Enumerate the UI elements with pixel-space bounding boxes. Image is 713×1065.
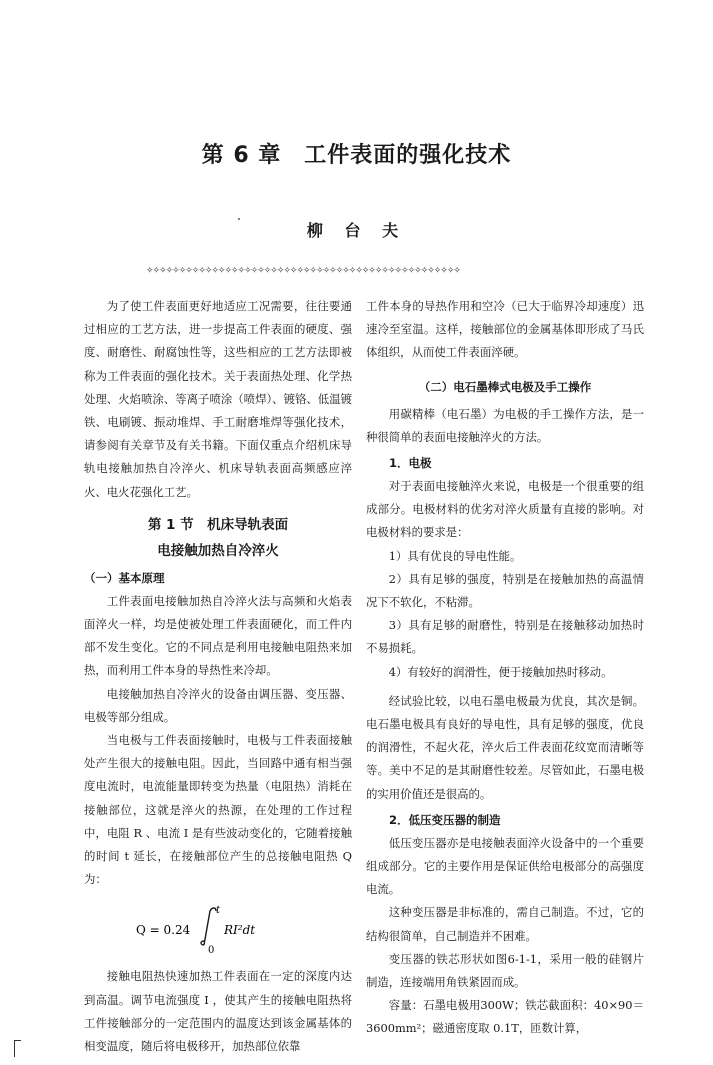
chapter-title: 第 6 章 工件表面的强化技术 <box>201 143 512 168</box>
paragraph: 当电极与工件表面接触时，电极与工件表面接触处产生很大的接触电阻。因此，当回路中通有相当强度电流时，电流能量即转变为热量（电阻热）消耗在接触部位，这就是淬火的热源，在处理的工作过程中，电阻 R 、电流 I 是有些波动变化的，它随着接触的时间 t 延长，在接触部位产生的总接触电阻热 Q 为： <box>84 733 352 887</box>
heading-electrode: 1．电极 <box>389 456 432 471</box>
section-1-title <box>84 512 352 564</box>
paragraph: 接触电阻热快速加热工件表面在一定的深度内达到高温。调节电流强度 I ，使其产生的接触电阻热将工件接触部分的一定范围内的温度达到该金属基体的相变温度，随后将电极移开，加热部位依靠 <box>84 969 352 1054</box>
paragraph: 电接触加热自冷淬火的设备由调压器、变压器、电极等部分组成。 <box>84 686 352 724</box>
paragraph: 用碳精棒（电石墨）为电极的手工操作方法，是一种很简单的表面电接触淬火的方法。 <box>366 406 644 444</box>
paragraph: 经试验比较，以电石墨电极最为优良，其次是铜。电石墨电极具有良好的导电性，具有足够的强度，优良的润滑性，不起火花，淬火后工件表面花纹宽而清晰等等。美中不足的是其耐磨性较差。尽管如此，石墨电极的实用价值还是很高的。 <box>366 693 644 801</box>
paragraph: 容量：石墨电极用300W；铁芯截面积：40×90＝3600mm²；磁通密度取 0.1T，匝数计算， <box>366 998 644 1036</box>
section-1-title-line-1: 第 1 节 机床导轨表面 <box>147 516 289 533</box>
formula-upper-limit: t <box>216 905 221 917</box>
author-name: 柳 台 夫 <box>306 221 407 240</box>
list-item: 1）具有优良的导电性能。 <box>388 548 522 563</box>
formula-graphic <box>118 901 318 955</box>
paragraph: 变压器的铁芯形状如图6-1-1，采用一般的硅钢片制造，连接端用角铁紧固而成。 <box>366 951 644 990</box>
intro-paragraph: 为了使工件表面更好地适应工况需要，往往要通过相应的工艺方法，进一步提高工件表面的硬度、强度、耐磨性、耐腐蚀性等，这些相应的工艺方法即被称为工件表面的强化技术。关于表面热处理、化学热处理、火焰喷涂、等离子喷涂（喷焊）、镀铬、低温镀铁、电刷镀、振动堆焊、手工耐磨堆焊等强化技术，请参阅有关章节及有关书籍。下面仅重点介绍机床导轨电接触加热自冷淬火、机床导轨表面高频感应淬火、电火花强化工艺。 <box>84 299 352 499</box>
heat-formula <box>84 901 352 955</box>
subsection-basic-principle: （一）基本原理 <box>84 570 165 585</box>
list-item: 2）具有足够的强度，特别是在接触加热的高温情况下不软化，不粘滞。 <box>366 571 644 610</box>
formula-integrand: RI²dt <box>224 923 256 938</box>
paragraph: 低压变压器亦是电接触表面淬火设备中的一个重要组成部分。它的主要作用是保证供给电极部分的高强度电流。 <box>366 835 644 897</box>
heading-transformer: 2．低压变压器的制造 <box>389 812 501 827</box>
crop-mark <box>14 1040 21 1057</box>
paragraph: 工件表面电接触加热自冷淬火法与高频和火焰表面淬火一样，均是使被处理工件表面硬化，而工件内部不发生变化。它的不同点是利用电接触电阻热来加热，而利用工件本身的导热性来冷却。 <box>84 593 352 678</box>
left-column <box>84 295 352 1058</box>
scan-speck <box>238 218 240 220</box>
list-item: 4）有较好的润滑性，便于接触加热时移动。 <box>388 664 613 679</box>
list-item: 3）具有足够的耐磨性，特别是在接触移动加热时不易损耗。 <box>366 618 644 656</box>
paragraph: 这种变压器是非标准的，需自己制造。不过，它的结构很简单，自己制造并不困难。 <box>366 905 644 943</box>
formula-lower-limit: 0 <box>208 945 215 956</box>
paragraph: 对于表面电接触淬火来说，电极是一个很重要的组成部分。电极材料的优劣对淬火质量有直接的影响。对电极材料的要求是： <box>366 479 644 540</box>
right-column <box>366 295 644 1041</box>
section-1-title-line-2: 电接触加热自冷淬火 <box>157 542 279 559</box>
decorative-divider: ✧✧✧✧✧✧✧✧✧✧✧✧✧✧✧✧✧✧✧✧✧✧✧✧✧✧✧✧✧✧✧✧✧✧✧✧✧✧✧✧✧✧✧✧✧✧✧✧ <box>146 266 460 276</box>
subsection-graphite-electrode: （二）电石墨棒式电极及手工操作 <box>418 379 592 394</box>
integral-sign-icon <box>201 908 216 945</box>
formula-lhs: Q = 0.24 <box>136 923 191 938</box>
paragraph-continued: 工件本身的导热作用和空冷（已大于临界冷却速度）迅速冷至室温。这样，接触部位的金属基体即形成了马氏体组织，从而使工件表面淬硬。 <box>366 299 644 360</box>
